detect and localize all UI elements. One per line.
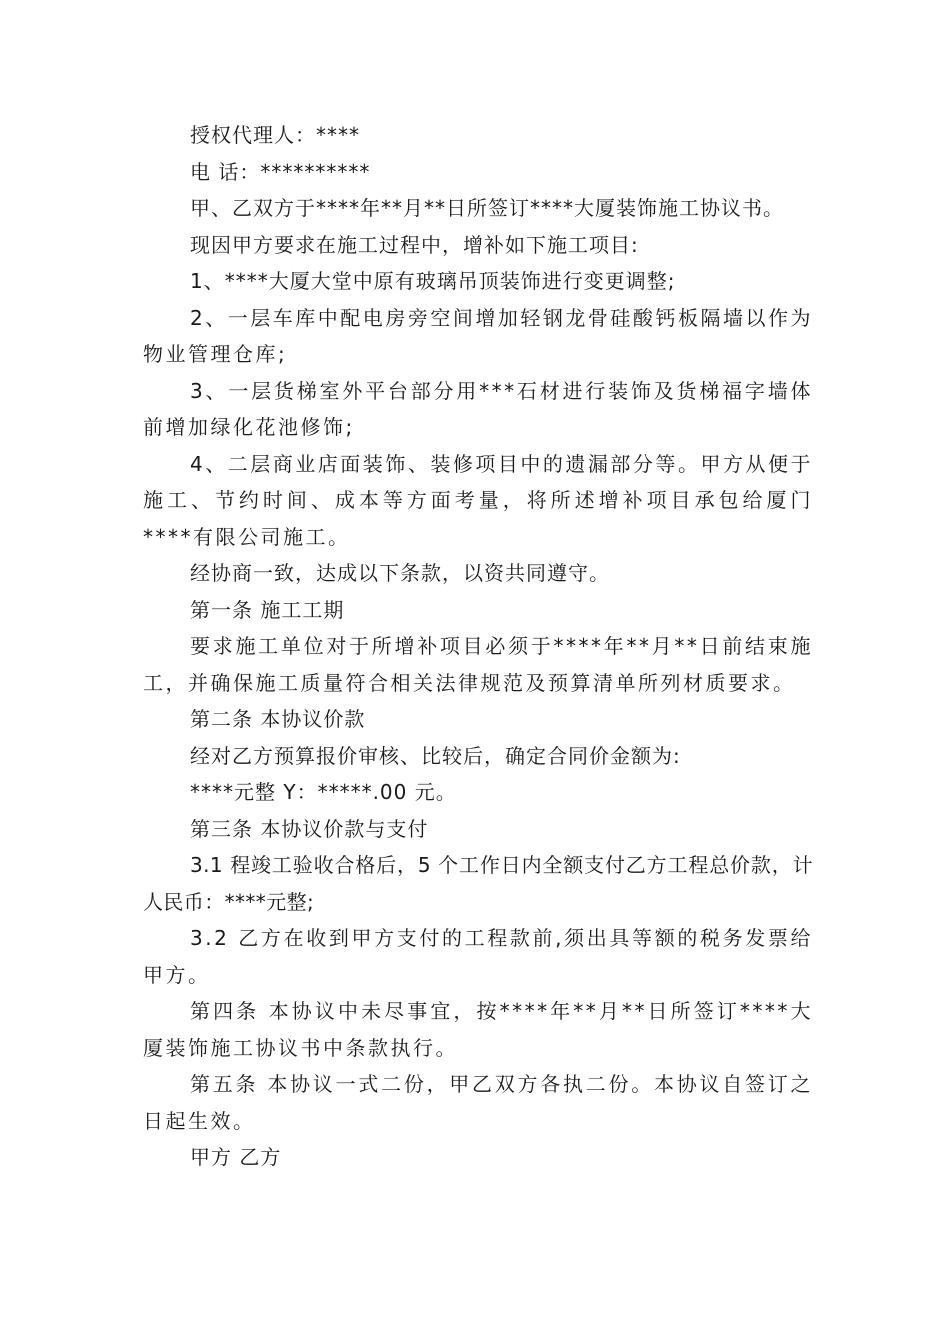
document-body [143, 117, 813, 1176]
article-1-heading: 第一条 施工工期 [190, 597, 345, 622]
paragraph-phone: 电 话：********** [190, 159, 371, 184]
paragraph-agreement-reference: 甲、乙双方于****年**月**日所签订****大厦装饰施工协议书。 [190, 196, 784, 220]
article-3-heading: 第三条 本协议价款与支付 [190, 816, 429, 841]
article-2-heading: 第二条 本协议价款 [190, 707, 366, 731]
paragraph-additional-items-intro: 现因甲方要求在施工过程中，增补如下施工项目: [190, 232, 639, 257]
paragraph-item-4: 4、二层商业店面装饰、装修项目中的遗漏部分等。甲方从便于施工、节约时间、成本等方面考量，将所述增补项目承包给厦门****有限公司施工。 [143, 451, 813, 549]
paragraph-item-1: 1、****大厦大堂中原有玻璃吊顶装饰进行变更调整; [190, 269, 676, 293]
article-2-body: 经对乙方预算报价审核、比较后，确定合同价金额为: [190, 743, 681, 768]
signature-parties: 甲方 乙方 [190, 1145, 282, 1169]
article-2-amount: ****元整 Y：*****.00 元。 [190, 780, 457, 804]
paragraph-item-2: 2、一层车库中配电房旁空间增加轻钢龙骨硅酸钙板隔墙以作为物业管理仓库; [143, 305, 813, 366]
paragraph-item-3: 3、一层货梯室外平台部分用***石材进行装饰及货梯福字墙体前增加绿化花池修饰; [143, 378, 813, 439]
paragraph-authorized-agent: 授权代理人：**** [190, 123, 360, 147]
article-1-body: 要求施工单位对于所增补项目必须于****年**月**日前结束施工，并确保施工质量符合相关法律规范及预算清单所列材质要求。 [143, 634, 813, 695]
article-5: 第五条 本协议一式二份，甲乙双方各执二份。本协议自签订之日起生效。 [143, 1072, 813, 1133]
article-3-clause-1: 3.1 程竣工验收合格后，5 个工作日内全额支付乙方工程总价款，计人民币：****元整; [143, 853, 813, 914]
paragraph-consensus: 经协商一致，达成以下条款，以资共同遵守。 [190, 561, 610, 585]
article-4: 第四条 本协议中未尽事宜，按****年**月**日所签订****大厦装饰施工协议书中条款执行。 [143, 999, 813, 1060]
article-3-clause-2: 3.2 乙方在收到甲方支付的工程款前,须出具等额的税务发票给甲方。 [143, 926, 813, 987]
